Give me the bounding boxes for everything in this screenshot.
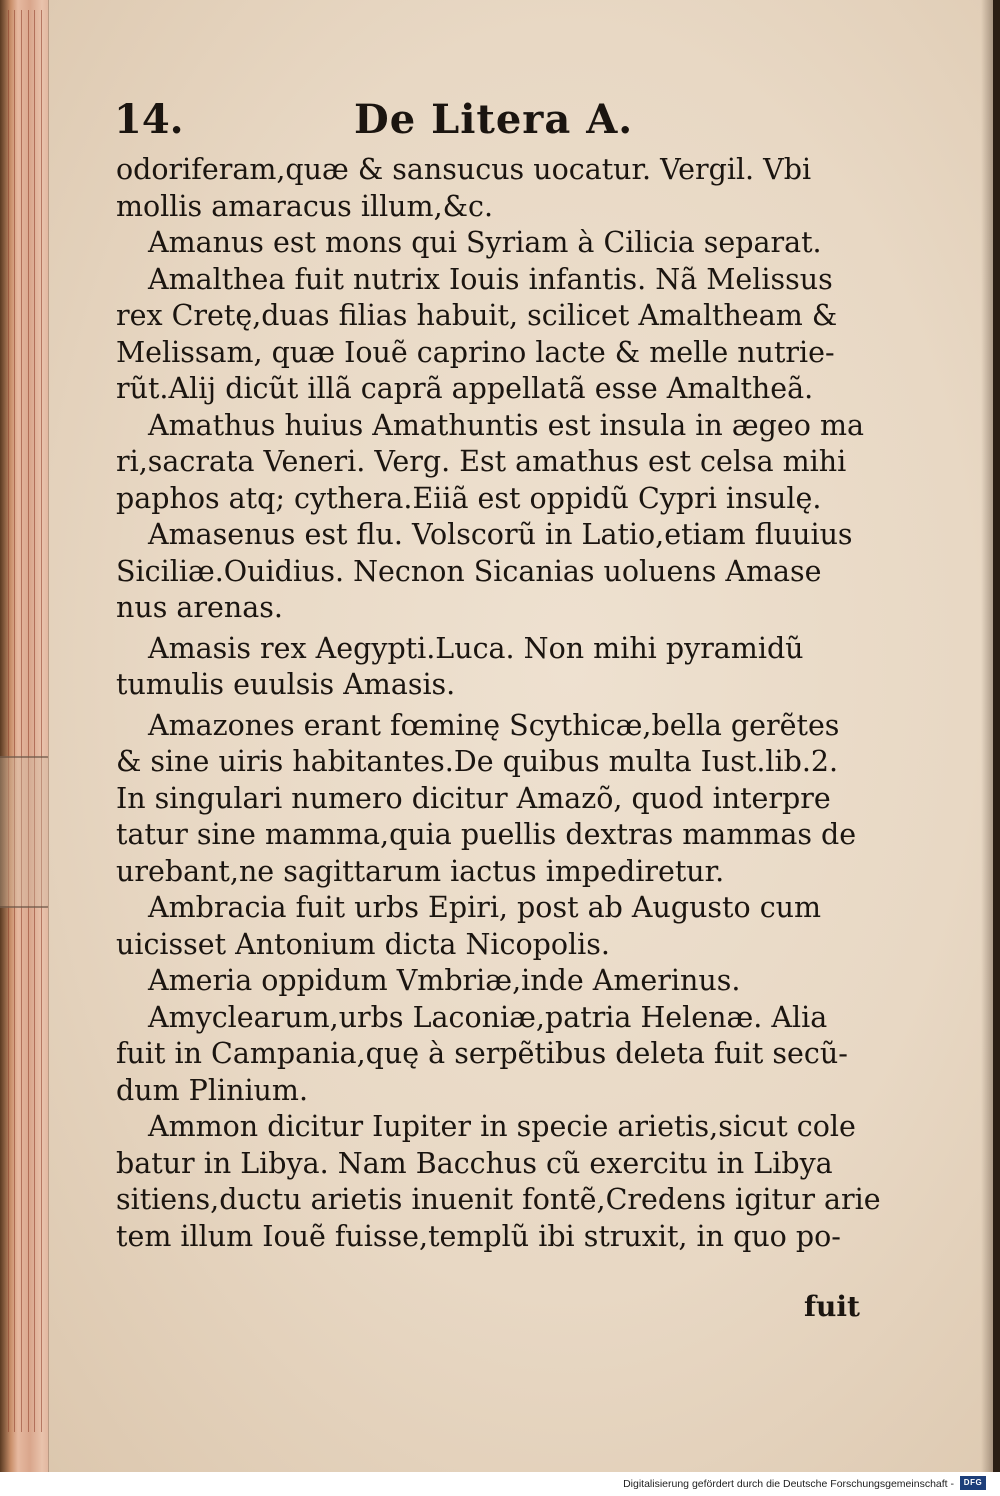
- text-line: sitiens,ductu arietis inuenit fontẽ,Credens igitur arie: [116, 1183, 881, 1216]
- text-line: Amazones erant fœminę Scythicæ,bella gerẽtes: [148, 708, 840, 742]
- text-line: Amasis rex Aegypti.Luca. Non mihi pyramidũ: [148, 631, 804, 665]
- text-line: Ameria oppidum Vmbriæ,inde Amerinus.: [148, 964, 741, 997]
- text-line: uicisset Antonium dicta Nicopolis.: [116, 927, 610, 961]
- folio-number: 14.: [114, 96, 184, 143]
- text-line: Amalthea fuit nutrix Iouis infantis. Nã Melissus: [148, 262, 833, 296]
- page-header: [114, 96, 734, 146]
- text-line: nus arenas.: [116, 591, 283, 624]
- text-line: tatur sine mamma,quia puellis dextras mammas de: [116, 818, 857, 851]
- text-line: fuit in Campania,quę à serpẽtibus deleta fuit secũ-: [116, 1037, 848, 1070]
- text-line: Amanus est mons qui Syriam à Cilicia separat.: [148, 226, 822, 259]
- text-line: urebant,ne sagittarum iactus impediretur.: [116, 854, 725, 888]
- funding-credit: Digitalisierung gefördert durch die Deutsche Forschungsgemeinschaft -: [623, 1478, 954, 1490]
- catchword: fuit: [804, 1290, 860, 1323]
- running-title: De Litera A.: [354, 96, 634, 143]
- text-line: Amasenus est flu. Volscorũ in Latio,etiam fluuius: [148, 518, 853, 551]
- text-line: In singulari numero dicitur Amazõ, quod interpre: [116, 781, 831, 815]
- text-line: Ammon dicitur Iupiter in specie arietis,sicut cole: [148, 1110, 856, 1143]
- text-line: Amyclearum,urbs Laconiæ,patria Helenæ. Alia: [148, 1000, 828, 1034]
- text-line: dum Plinium.: [116, 1073, 308, 1107]
- text-line: paphos atq; cythera.Eiiã est oppidũ Cypri insulę.: [116, 481, 822, 515]
- text-line: batur in Libya. Nam Bacchus cũ exercitu in Libya: [116, 1146, 833, 1180]
- dfg-logo: DFG: [960, 1476, 986, 1490]
- text-line: Ambracia fuit urbs Epiri, post ab Augusto cum: [148, 891, 822, 924]
- text-line: & sine uiris habitantes.De quibus multa Iust.lib.2.: [116, 745, 839, 778]
- text-line: tem illum Iouẽ fuisse,templũ ibi struxit, in quo po-: [116, 1219, 841, 1253]
- text-line: rex Cretę,duas filias habuit, scilicet Amaltheam &: [116, 299, 838, 332]
- text-line: Siciliæ.Ouidius. Necnon Sicanias uoluens Amase: [116, 554, 822, 588]
- text-line: ri,sacrata Veneri. Verg. Est amathus est celsa mihi: [116, 445, 847, 478]
- body-text: [116, 152, 881, 1255]
- text-line: Amathus huius Amathuntis est insula in ægeo ma: [148, 408, 864, 442]
- text-line: tumulis euulsis Amasis.: [116, 668, 456, 701]
- text-line: odoriferam,quæ & sansucus uocatur. Vergil. Vbi: [116, 153, 812, 186]
- text-line: mollis amaracus illum,&c.: [116, 189, 494, 223]
- text-line: Melissam, quæ Iouẽ caprino lacte & melle nutrie-: [116, 335, 835, 369]
- text-line: rũt.Alij dicũt illã caprã appellatã esse Amaltheã.: [116, 372, 814, 405]
